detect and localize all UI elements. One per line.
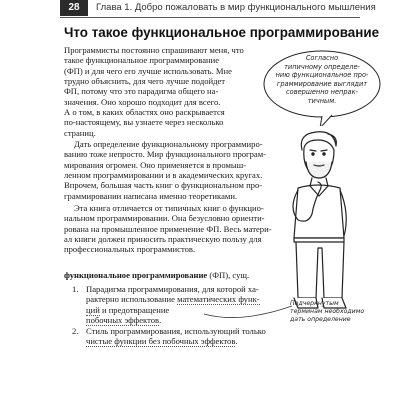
cartoon-figure-illustration: [268, 128, 368, 316]
text-line: Эта книга отличается от типичных книг о функцио-: [74, 203, 264, 213]
chapter-title: Глава 1. Добро пожаловать в мир функционального мышления: [96, 2, 376, 13]
note-pointer-line: [200, 296, 300, 326]
underlined-term: ций: [86, 304, 100, 315]
definition-term-bold: функциональное программирование: [64, 270, 208, 280]
list-text: .: [235, 336, 238, 347]
bubble-line: Согласно: [305, 54, 339, 62]
note-line: дать определение: [290, 316, 351, 323]
bubble-line: тичным.: [307, 96, 337, 105]
text-line: трудно объяснить, для чего лучше подойдет: [64, 76, 226, 87]
bubble-line: граммирование выглядит: [276, 79, 368, 88]
text-line: ванию тоже непросто. Мир функционального програм-: [64, 149, 266, 160]
text-line: граммировании написана именно теоретиками.: [64, 190, 238, 201]
definition-term: [64, 270, 249, 280]
list-line: [86, 305, 169, 315]
text-line: Впрочем, большая часть книг о функциональном про-: [64, 180, 263, 191]
text-line: по-настоящему, вы узнаете через несколько: [64, 117, 224, 128]
bubble-line: нию функциональное про-: [275, 71, 369, 80]
text-line: ленном программировании и в академических кругах.: [64, 170, 263, 181]
text-line: ал книги должен приносить практическую пользу для: [64, 234, 262, 245]
underlined-term: чистые функции без побочных эффектов: [86, 336, 236, 347]
definition-suffix: (ФП), сущ.: [207, 270, 250, 280]
text-line: профессиональных программистов.: [64, 244, 196, 255]
list-text: рактерно использование: [86, 294, 178, 305]
list-line: [86, 284, 259, 294]
list-line: [86, 336, 238, 346]
text-line: значения. Оно хорошо подходит для всего.: [64, 96, 221, 107]
speech-bubble-text: [268, 54, 376, 106]
paragraph-intro: [64, 45, 258, 138]
section-title: Что такое функциональное программирование: [64, 25, 380, 40]
list-text: .: [159, 314, 162, 325]
page-header: [0, 0, 420, 16]
text-line: рована на промышленное применение ФП. Весь матери-: [64, 223, 272, 234]
note-line: Подчеркнутым: [290, 300, 339, 307]
list-number: 2.: [72, 326, 79, 336]
bubble-line: типичному определе-: [284, 62, 360, 71]
list-line: [86, 326, 266, 336]
paragraph-book-focus: [64, 203, 272, 255]
text-line: А о том, в каких областях оно раскрывается: [64, 107, 225, 118]
underlined-term: математических функ-: [177, 294, 260, 305]
bubble-line: совершенно непрак-: [286, 88, 358, 97]
text-line: ФП, потому что это парадигма общего на-: [64, 86, 219, 97]
list-text: Стиль программирования, использующий только: [86, 326, 266, 336]
text-line: Программисты постоянно спрашивают меня, что: [64, 45, 244, 55]
text-line: страниц.: [64, 127, 96, 138]
list-item: [64, 326, 264, 348]
text-line: нальном программировании. Она безусловно ориенти-: [64, 213, 265, 224]
header-rule: [60, 17, 360, 18]
text-line: такое функциональное программирование: [64, 55, 220, 66]
text-line: Дать определение функциональному программиро-: [74, 139, 263, 149]
underlined-term: побочных эффектов: [86, 314, 160, 325]
paragraph-definition-difficulty: [64, 139, 264, 201]
list-line: [86, 315, 161, 325]
text-line: мирования огромен. Оно применяется в промыш-: [64, 159, 247, 170]
page-number: 28: [60, 0, 88, 16]
list-number: 1.: [72, 284, 79, 294]
note-line: терминам необходимо: [290, 308, 365, 315]
list-text: Парадигма программирования, для которой ха-: [86, 284, 259, 294]
text-line: (ФП) и для чего его лучше использовать. Мне: [64, 65, 232, 76]
list-text: и предотвращение: [99, 304, 170, 315]
margin-note: [290, 300, 364, 324]
